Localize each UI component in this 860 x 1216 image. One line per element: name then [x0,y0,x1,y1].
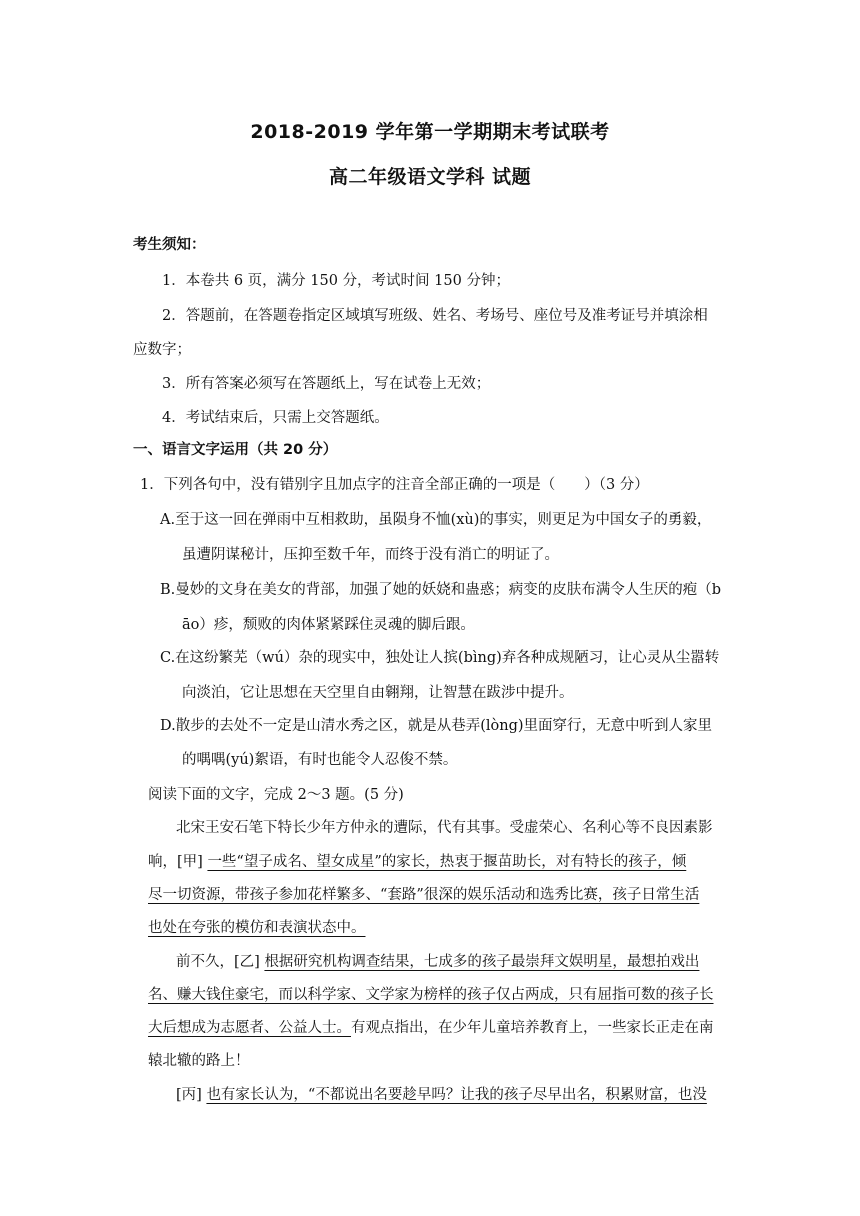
option-a-line-1: A.至于这一回在弹雨中互相救助，虽陨身不恤(xù)的事实，则更足为中国女子的勇毅， [160,512,712,528]
option-c-line-1: C.在这纷繁芜（wú）杂的现实中，独处让人摈(bìng)弃各种成规陋习，让心灵从尘嚣转 [160,650,720,666]
passage-p2-line-3-rest: 有观点指出，在少年儿童培养教育上，一些家长正走在南 [351,1020,714,1036]
marker-bing: [丙] [176,1087,207,1103]
underlined-sentence-yi-end: 大后想成为志愿者、公益人士。 [148,1020,351,1036]
notice-item-1: 1．本卷共 6 页，满分 150 分，考试时间 150 分钟； [162,273,510,289]
underlined-sentence-bing: 也有家长认为，“不都说出名要趁早吗？让我的孩子尽早出名，积累财富，也没 [206,1087,707,1103]
notice-item-4: 4．考试结束后，只需上交答题纸。 [162,410,389,426]
option-d-line-1: D.散步的去处不一定是山清水秀之区，就是从巷弄(lòng)里面穿行，无意中听到人家里 [160,718,713,734]
underlined-sentence-yi: 根据研究机构调查结果，七成多的孩子最崇拜文娱明星，最想拍戏出 [264,954,700,970]
notice-item-3: 3．所有答案必须写在答题纸上，写在试卷上无效； [162,376,491,392]
marker-jia: 响，[甲] [148,854,208,870]
passage-p2-line-2: 名、赚大钱住豪宅，而以科学家、文学家为榜样的孩子仅占两成，只有屈指可数的孩子长 [148,987,714,1003]
reading-intro: 阅读下面的文字，完成 2～3 题。(5 分) [148,787,404,803]
question-1-stem: 1．下列各句中，没有错别字且加点字的注音全部正确的一项是（ ）（3 分） [140,477,649,493]
exam-subtitle: 高二年级语文学科 试题 [328,166,532,188]
exam-title: 2018-2019 学年第一学期期末考试联考 [250,121,610,143]
notice-item-2-cont: 应数字； [133,342,191,358]
option-d-line-2: 的喁喁(yú)絮语，有时也能令人忍俊不禁。 [182,752,458,768]
passage-p1-line-3: 尽一切资源，带孩子参加花样繁多、“套路”很深的娱乐活动和选秀比赛，孩子日常生活 [148,887,700,903]
option-b-line-2: āo）疹，颓败的肉体紧紧踩住灵魂的脚后跟。 [182,617,475,633]
notice-heading: 考生须知： [133,237,206,253]
marker-yi: 前不久，[乙] [176,954,265,970]
section-heading: 一、语言文字运用（共 20 分） [133,442,338,458]
passage-p2-line-3 [148,1018,714,1038]
passage-p1-line-1: 北宋王安石笔下特长少年方仲永的遭际，代有其事。受虚荣心、名利心等不良因素影 [176,820,713,836]
passage-p2-line-4: 辕北辙的路上！ [148,1053,250,1069]
passage-p1-line-4: 也处在夸张的模仿和表演状态中。 [148,920,366,936]
option-c-line-2: 向淡泊，它让思想在天空里自由翱翔，让智慧在跋涉中提升。 [182,685,574,701]
option-b-line-1: B.曼妙的文身在美女的背部，加强了她的妖娆和蛊惑；病变的皮肤布满令人生厌的疱（b [160,582,722,598]
passage-p3-line-1 [176,1085,707,1105]
notice-item-2: 2．答题前，在答题卷指定区域填写班级、姓名、考场号、座位号及准考证号并填涂相 [162,308,708,324]
underlined-sentence-jia: 一些“望子成名、望女成星”的家长，热衷于揠苗助长，对有特长的孩子，倾 [207,854,687,870]
passage-p2-line-1 [176,952,699,972]
option-a-line-2: 虽遭阴谋秘计，压抑至数千年，而终于没有消亡的明证了。 [182,547,559,563]
passage-p1-line-2 [148,852,686,872]
